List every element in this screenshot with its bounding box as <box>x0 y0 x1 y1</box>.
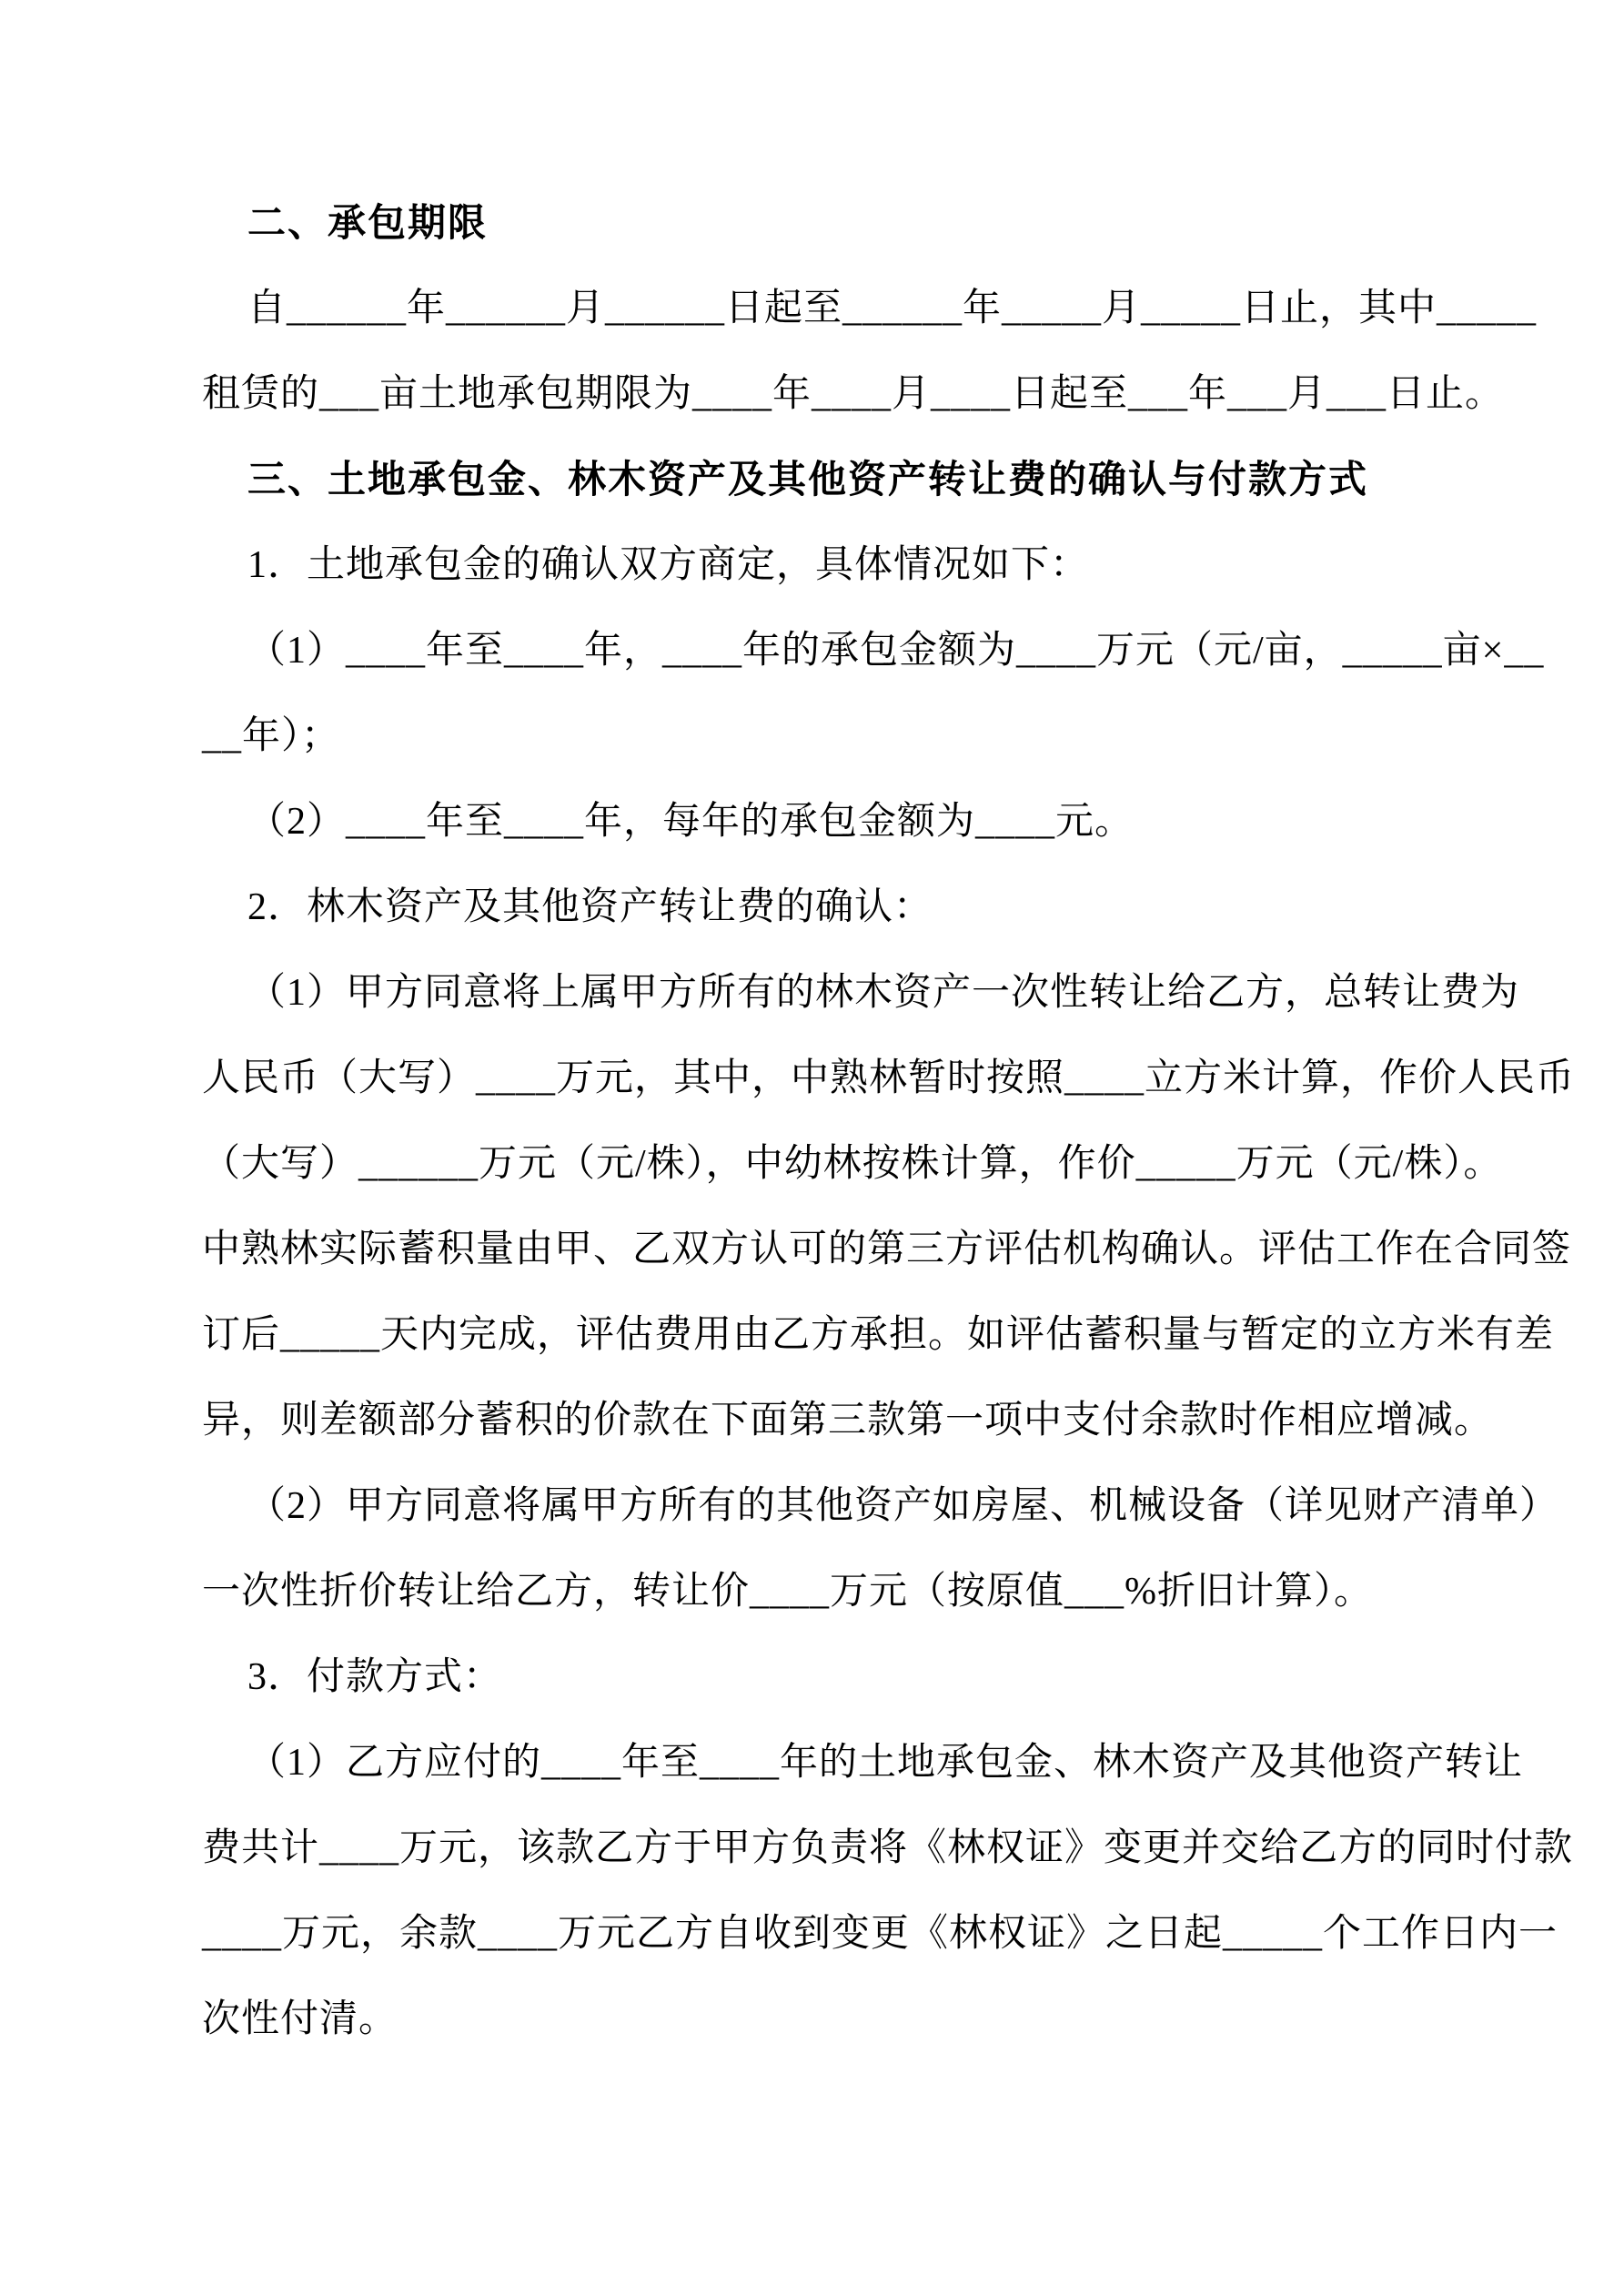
document-heading-line: 三、土地承包金、林木资产及其他资产转让费的确认与付款方式 <box>247 458 1369 501</box>
document-line: ____万元，余款____万元乙方自收到变更《林权证》之日起_____个工作日内一 <box>202 1913 1558 1955</box>
document-line: （1）甲方同意将上属甲方所有的林木资产一次性转让给乙方，总转让费为 <box>247 972 1520 1014</box>
document-line: 人民币（大写）____万元，其中，中熟林暂时按照____立方米计算，作价人民币 <box>202 1057 1576 1099</box>
document-line: （1）乙方应付的____年至____年的土地承包金、林木资产及其他资产转让 <box>247 1742 1524 1784</box>
document-line: 费共计____万元，该款乙方于甲方负责将《林权证》变更并交给乙方的同时付款 <box>202 1827 1574 1869</box>
document-line: 中熟林实际蓄积量由甲、乙双方认可的第三方评估机构确认。评估工作在合同签 <box>202 1229 1572 1270</box>
document-line: 异，则差额部分蓄积的价款在下面第三款第一项中支付余款时作相应增减。 <box>202 1400 1494 1441</box>
document-line: 次性付清。 <box>202 1998 398 2040</box>
document-line: （大写）______万元（元/株），中幼林按株计算，作价_____万元（元/株）。 <box>202 1143 1503 1185</box>
document-line: 租赁的___亩土地承包期限为____年____月____日起至___年___月___日止。 <box>202 373 1505 415</box>
document-line: 3．付款方式： <box>247 1656 503 1698</box>
document-line: 订后_____天内完成，评估费用由乙方承担。如评估蓄积量与暂定的立方米有差 <box>202 1314 1555 1356</box>
document-line: 1．土地承包金的确认双方商定，具体情况如下： <box>247 544 1090 586</box>
document-line: __年）； <box>202 715 341 757</box>
document-line: （2）____年至____年，每年的承包金额为____元。 <box>247 801 1135 843</box>
document-line: 一次性折价转让给乙方，转让价____万元（按原值___%折旧计算）。 <box>202 1571 1373 1613</box>
document-line: 2．林木资产及其他资产转让费的确认： <box>247 886 933 928</box>
document-heading-line: 二、承包期限 <box>247 201 489 244</box>
document-line: 自______年______月______日起至______年_____月_____日止，其中_____ <box>247 288 1538 329</box>
document-line: （2）甲方同意将属甲方所有的其他资产如房屋、机械设备（详见财产清单） <box>247 1485 1559 1527</box>
document-line: （1）____年至____年，____年的承包金额为____万元（元/亩，_____亩×__ <box>247 630 1545 672</box>
